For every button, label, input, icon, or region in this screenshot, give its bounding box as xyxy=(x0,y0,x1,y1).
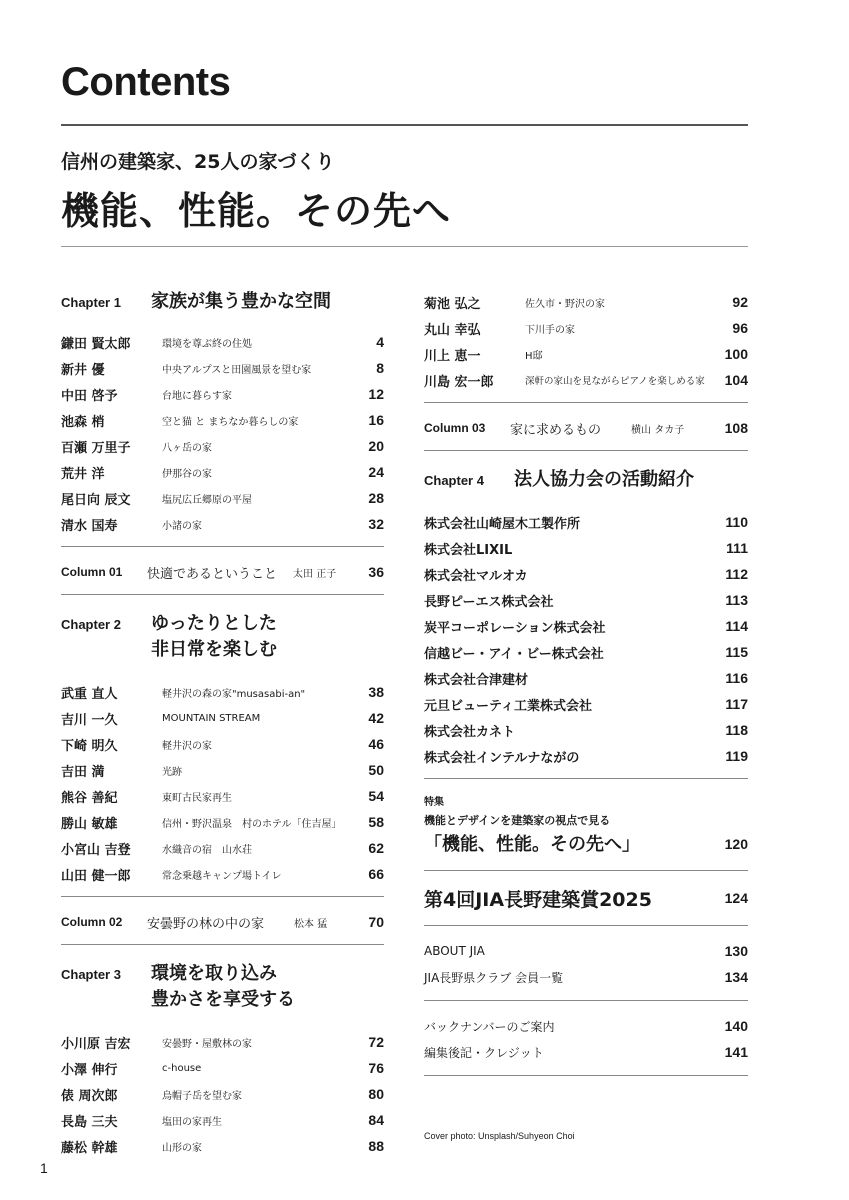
chapter-3-continued-list xyxy=(424,289,748,393)
title-divider xyxy=(61,246,748,247)
page-number: 50 xyxy=(368,762,384,778)
page-number: 115 xyxy=(725,644,748,660)
cover-credit: Cover photo: Unsplash/Suhyeon Choi xyxy=(424,1131,575,1141)
company-name: 株式会社カネト xyxy=(424,724,516,740)
architect-name: 勝山 敏雄 xyxy=(61,816,118,832)
page-number: 116 xyxy=(725,670,748,686)
project-title: 水織音の宿 山水荘 xyxy=(162,844,252,856)
chapter-title-line1: ゆったりとした xyxy=(151,613,277,634)
page-number: 8 xyxy=(376,360,384,376)
toc-entry[interactable] xyxy=(61,705,384,731)
chapter-label: Chapter 4 xyxy=(424,473,484,488)
project-title: 空と猫 と まちなか暮らしの家 xyxy=(162,416,299,428)
toc-entry[interactable] xyxy=(61,679,384,705)
project-title: 八ヶ岳の家 xyxy=(162,442,212,454)
company-name: 株式会社マルオカ xyxy=(424,568,528,584)
page-number: 124 xyxy=(724,890,748,906)
chapter-3-list xyxy=(61,1029,384,1159)
special-subtitle: 機能とデザインを建築家の視点で見る xyxy=(424,814,611,827)
project-title: 東町古民家再生 xyxy=(162,792,232,804)
architect-name: 清水 国寿 xyxy=(61,518,118,534)
architect-name: 池森 梢 xyxy=(61,414,105,430)
page-number: 111 xyxy=(726,540,748,556)
chapter-3-heading xyxy=(61,961,384,1013)
architect-name: 小川原 吉宏 xyxy=(61,1036,131,1052)
page-number: 92 xyxy=(732,294,748,310)
column-author: 太田 正子 xyxy=(293,568,337,580)
page-number: 16 xyxy=(368,412,384,428)
misc-label: JIA長野県クラブ 会員一覧 xyxy=(424,970,564,985)
toc-entry[interactable] xyxy=(424,743,748,769)
page-number: 42 xyxy=(368,710,384,726)
project-title: 光跡 xyxy=(162,766,182,778)
project-title: MOUNTAIN STREAM xyxy=(162,712,261,724)
page-number: 46 xyxy=(368,736,384,752)
toc-entry[interactable] xyxy=(61,511,384,537)
chapter-title: 法人協力会の活動紹介 xyxy=(514,469,694,490)
toc-entry[interactable] xyxy=(424,289,748,315)
page-number: 134 xyxy=(724,969,748,985)
architect-name: 武重 直人 xyxy=(61,686,118,702)
company-name: 信越ビー・アイ・ビー株式会社 xyxy=(424,646,604,662)
project-title: H邸 xyxy=(525,350,543,362)
toc-entry[interactable] xyxy=(61,329,384,355)
column-03-entry[interactable] xyxy=(424,415,748,441)
toc-entry[interactable] xyxy=(61,783,384,809)
page-number: 88 xyxy=(368,1138,384,1154)
page-number: 70 xyxy=(368,914,384,930)
chapter-title: 家族が集う豊かな空間 xyxy=(151,291,331,312)
architect-name: 菊池 弘之 xyxy=(424,296,481,312)
toc-entry[interactable] xyxy=(424,1013,748,1039)
company-name: 株式会社LIXIL xyxy=(424,542,513,558)
project-title: c-house xyxy=(162,1062,202,1074)
column-label: Column 02 xyxy=(61,915,123,929)
toc-entry[interactable] xyxy=(61,861,384,887)
page-number: 114 xyxy=(725,618,748,634)
architect-name: 吉田 満 xyxy=(61,764,105,780)
architect-name: 川島 宏一郎 xyxy=(424,374,494,390)
header-divider xyxy=(61,124,748,126)
toc-entry[interactable] xyxy=(61,381,384,407)
toc-entry[interactable] xyxy=(424,639,748,665)
architect-name: 鎌田 賢太郎 xyxy=(61,336,131,352)
column-02-entry[interactable] xyxy=(61,909,384,935)
chapter-label: Chapter 2 xyxy=(61,617,121,632)
project-title: 深軒の家山を見ながらピアノを楽しめる家 xyxy=(525,376,705,387)
page-number: 80 xyxy=(368,1086,384,1102)
page-title: Contents xyxy=(61,60,231,104)
toc-entry[interactable] xyxy=(61,1133,384,1159)
toc-entry[interactable] xyxy=(61,1055,384,1081)
toc-entry[interactable] xyxy=(61,459,384,485)
chapter-title-line1: 環境を取り込み xyxy=(151,963,277,984)
architect-name: 川上 恵一 xyxy=(424,348,481,364)
toc-entry[interactable] xyxy=(424,717,748,743)
page-number: 32 xyxy=(368,516,384,532)
page-number: 104 xyxy=(724,372,748,388)
chapter-4-heading xyxy=(424,467,748,501)
toc-entry[interactable] xyxy=(61,407,384,433)
architect-name: 俵 周次郎 xyxy=(61,1088,118,1104)
toc-entry[interactable] xyxy=(424,509,748,535)
project-title: 軽井沢の森の家"musasabi-an" xyxy=(162,688,306,700)
project-title: 中央アルプスと田園風景を望む家 xyxy=(162,364,312,376)
column-label: Column 03 xyxy=(424,421,486,435)
column-title: 安曇野の林の中の家 xyxy=(147,916,265,932)
project-title: 信州・野沢温泉 村のホテル「住吉屋」 xyxy=(162,818,342,830)
page-number: 108 xyxy=(724,420,748,436)
page-number: 62 xyxy=(368,840,384,856)
chapter-title-line2: 豊かさを享受する xyxy=(151,989,295,1010)
column-title: 快適であるということ xyxy=(147,566,278,582)
misc-label: 編集後記・クレジット xyxy=(424,1045,544,1060)
toc-entry[interactable] xyxy=(61,355,384,381)
architect-name: 長島 三夫 xyxy=(61,1114,118,1130)
architect-name: 小宮山 吉登 xyxy=(61,842,131,858)
page-number: 110 xyxy=(725,514,748,530)
page-number: 54 xyxy=(368,788,384,804)
issue-subtitle: 信州の建築家、25人の家づくり xyxy=(61,151,335,173)
architect-name: 荒井 洋 xyxy=(61,466,105,482)
toc-entry[interactable] xyxy=(424,587,748,613)
architect-name: 中田 啓予 xyxy=(61,388,118,404)
left-column xyxy=(61,289,384,1159)
section-divider xyxy=(424,1075,748,1076)
project-title: 塩田の家再生 xyxy=(162,1116,222,1128)
project-title: 佐久市・野沢の家 xyxy=(525,298,605,310)
jia-award-title: 第4回JIA長野建築賞2025 xyxy=(424,888,652,911)
architect-name: 下崎 明久 xyxy=(61,738,118,754)
page-number: 112 xyxy=(725,566,748,582)
project-title: 下川手の家 xyxy=(525,324,575,336)
toc-entry[interactable] xyxy=(61,485,384,511)
chapter-1-list xyxy=(61,329,384,537)
right-column xyxy=(424,289,748,1076)
toc-entry[interactable] xyxy=(424,535,748,561)
page-number: 100 xyxy=(724,346,748,362)
toc-entry[interactable] xyxy=(61,1107,384,1133)
project-title: 烏帽子岳を望む家 xyxy=(162,1090,242,1102)
page-number: 4 xyxy=(376,334,384,350)
column-title: 家に求めるもの xyxy=(510,422,602,438)
toc-entry[interactable] xyxy=(424,561,748,587)
toc-entry[interactable] xyxy=(61,1029,384,1055)
page-number: 24 xyxy=(368,464,384,480)
page-number: 76 xyxy=(368,1060,384,1076)
company-name: 炭平コーポレーション株式会社 xyxy=(424,620,606,636)
column-01-entry[interactable] xyxy=(61,559,384,585)
column-author: 横山 タカ子 xyxy=(631,424,685,436)
project-title: 安曇野・屋敷林の家 xyxy=(162,1038,252,1050)
column-label: Column 01 xyxy=(61,565,123,579)
architect-name: 丸山 幸弘 xyxy=(424,322,481,338)
page-number: 12 xyxy=(368,386,384,402)
issue-main-title: 機能、性能。その先へ xyxy=(61,189,452,233)
toc-entry[interactable] xyxy=(424,1039,748,1065)
toc-entry[interactable] xyxy=(424,315,748,341)
architect-name: 山田 健一郎 xyxy=(61,868,131,884)
project-title: 台地に暮らす家 xyxy=(162,390,232,402)
page-number: 119 xyxy=(725,748,748,764)
chapter-4-list xyxy=(424,509,748,769)
page-number: 66 xyxy=(368,866,384,882)
chapter-title-line2: 非日常を楽しむ xyxy=(151,639,277,660)
toc-entry[interactable] xyxy=(424,691,748,717)
page-folio: 1 xyxy=(40,1160,48,1176)
toc-entry[interactable] xyxy=(61,757,384,783)
page-number: 117 xyxy=(725,696,748,712)
project-title: 塩尻広丘郷原の平屋 xyxy=(162,494,252,506)
page-number: 20 xyxy=(368,438,384,454)
project-title: 山形の家 xyxy=(162,1142,202,1154)
architect-name: 尾日向 辰文 xyxy=(61,492,131,508)
architect-name: 熊谷 善紀 xyxy=(61,790,118,806)
column-author: 松本 猛 xyxy=(294,918,328,930)
architect-name: 吉川 一久 xyxy=(61,712,118,728)
company-name: 株式会社山崎屋木工製作所 xyxy=(424,516,581,532)
misc-label: バックナンバーのご案内 xyxy=(424,1019,555,1034)
chapter-label: Chapter 1 xyxy=(61,295,121,310)
chapter-label: Chapter 3 xyxy=(61,967,121,982)
toc-entry[interactable] xyxy=(424,964,748,990)
misc-label: ABOUT JIA xyxy=(424,944,485,958)
page-number: 120 xyxy=(724,836,748,852)
page-number: 72 xyxy=(368,1034,384,1050)
toc-entry[interactable] xyxy=(61,809,384,835)
architect-name: 藤松 幹雄 xyxy=(61,1140,118,1156)
toc-entry[interactable] xyxy=(424,367,748,393)
company-name: 元旦ビューティ工業株式会社 xyxy=(424,698,592,714)
toc-entry[interactable] xyxy=(424,341,748,367)
page-number: 140 xyxy=(724,1018,748,1034)
project-title: 小諸の家 xyxy=(162,520,202,532)
special-tag: 特集 xyxy=(424,797,444,808)
architect-name: 新井 優 xyxy=(61,362,105,378)
architect-name: 百瀬 万里子 xyxy=(61,440,131,456)
page-number: 96 xyxy=(732,320,748,336)
page-number: 38 xyxy=(368,684,384,700)
toc-entry[interactable] xyxy=(424,938,748,964)
page-number: 130 xyxy=(724,943,748,959)
company-name: 長野ピーエス株式会社 xyxy=(424,594,554,610)
jia-award-entry[interactable] xyxy=(424,885,748,911)
project-title: 常念乗越キャンプ場トイレ xyxy=(162,870,282,882)
page-number: 36 xyxy=(368,564,384,580)
chapter-2-list xyxy=(61,679,384,887)
company-name: 株式会社合津建材 xyxy=(424,672,529,688)
toc-entry[interactable] xyxy=(424,665,748,691)
chapter-2-heading xyxy=(61,611,384,663)
toc-entry[interactable] xyxy=(61,433,384,459)
toc-entry[interactable] xyxy=(61,835,384,861)
project-title: 環境を尊ぶ終の住処 xyxy=(162,338,252,350)
project-title: 伊那谷の家 xyxy=(162,468,212,480)
special-feature-entry[interactable] xyxy=(424,793,748,856)
page-number: 113 xyxy=(725,592,748,608)
toc-entry[interactable] xyxy=(61,1081,384,1107)
page-number: 84 xyxy=(368,1112,384,1128)
toc-entry[interactable] xyxy=(424,613,748,639)
page-number: 58 xyxy=(368,814,384,830)
project-title: 軽井沢の家 xyxy=(162,740,212,752)
chapter-1-heading xyxy=(61,289,384,323)
toc-entry[interactable] xyxy=(61,731,384,757)
architect-name: 小澤 伸行 xyxy=(61,1062,118,1078)
page-number: 118 xyxy=(725,722,748,738)
page-number: 141 xyxy=(724,1044,748,1060)
special-title: 「機能、性能。その先へ」 xyxy=(424,834,640,855)
company-name: 株式会社インテルナながの xyxy=(424,750,580,766)
page-number: 28 xyxy=(368,490,384,506)
